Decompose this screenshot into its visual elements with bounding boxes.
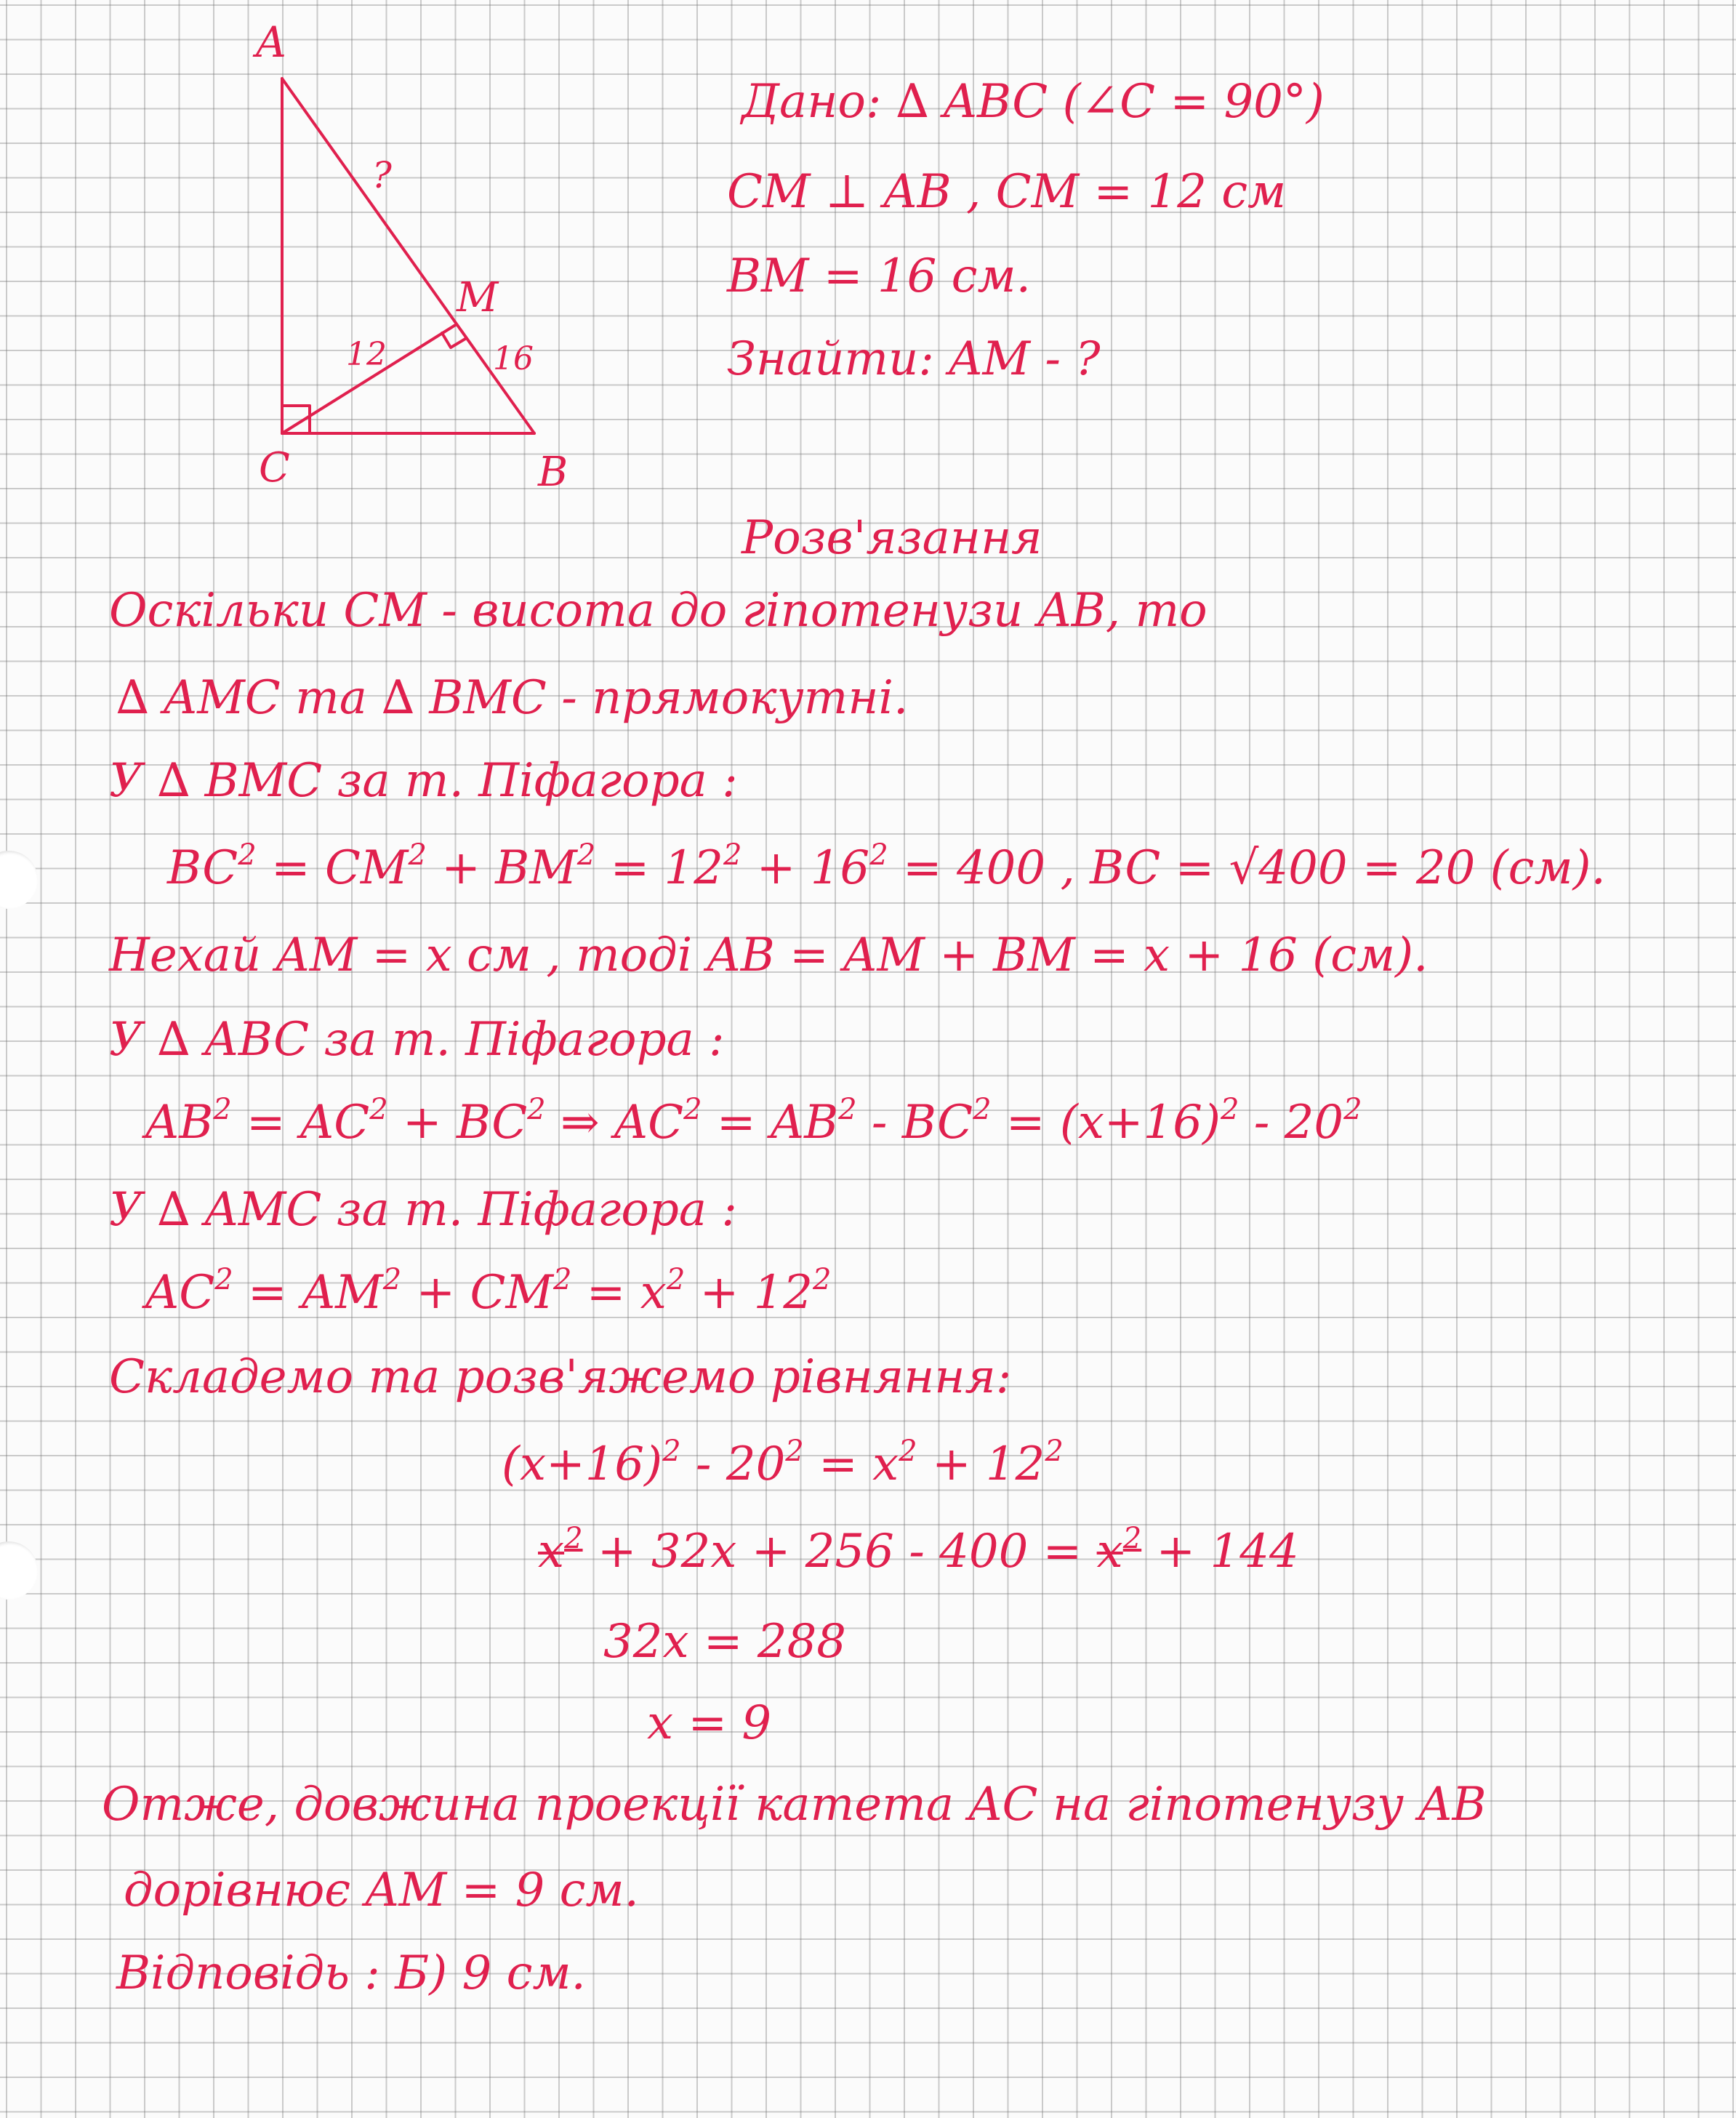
vertex-m-label: M bbox=[457, 274, 499, 321]
punch-hole-top bbox=[0, 851, 38, 909]
superscript: 2 bbox=[723, 838, 742, 872]
eq2-term: = (x+16) bbox=[991, 1096, 1221, 1150]
segment-bm-label: 16 bbox=[493, 340, 534, 377]
superscript: 2 bbox=[408, 838, 427, 872]
eq1-term: = 12 bbox=[595, 841, 723, 895]
eq4-term: = x bbox=[803, 1437, 899, 1491]
superscript: 2 bbox=[869, 838, 888, 872]
eq4-term: (x+16) bbox=[502, 1437, 663, 1491]
equation-ac-from-abc bbox=[145, 1093, 1362, 1150]
equation-bc bbox=[167, 838, 1606, 895]
solution-paragraph-4: Нехай AM = x см , тоді AB = AM + BM = x + 16 (см). bbox=[109, 928, 1428, 982]
superscript: 2 bbox=[238, 838, 257, 872]
eq3-term: + 12 bbox=[685, 1266, 813, 1320]
eq3-term: = x bbox=[571, 1266, 667, 1320]
solution-paragraph-3: У ∆ BMC за т. Піфагора : bbox=[109, 754, 738, 808]
eq4-term: + 12 bbox=[917, 1437, 1045, 1491]
superscript: 2 bbox=[1220, 1093, 1239, 1126]
superscript: 2 bbox=[1045, 1435, 1064, 1468]
eq3-term: AC bbox=[145, 1266, 215, 1320]
superscript: 2 bbox=[662, 1435, 681, 1468]
eq2-term: ⇒ AC bbox=[545, 1096, 684, 1150]
equation-main bbox=[502, 1435, 1064, 1491]
eq5-term: + 32x + 256 - 400 = bbox=[582, 1525, 1097, 1579]
solution-paragraph-5: У ∆ ABC за т. Піфагора : bbox=[109, 1013, 725, 1067]
given-line-3: BM = 16 см. bbox=[727, 249, 1031, 303]
given-line-1: Дано: ∆ ABC (∠C = 90°) bbox=[742, 75, 1325, 129]
equation-result: x = 9 bbox=[647, 1696, 772, 1750]
hypotenuse-ab bbox=[282, 79, 534, 433]
eq1-term: BC bbox=[167, 841, 238, 895]
eq5-term: + 144 bbox=[1141, 1525, 1299, 1579]
given-line-2: CM ⊥ AB , CM = 12 см bbox=[727, 165, 1287, 219]
right-angle-mark-m bbox=[442, 333, 465, 348]
answer-line: Відповідь : Б) 9 см. bbox=[116, 1946, 586, 2000]
conclusion-line-1: Отже, довжина проекції катета AC на гіпотенузу AB bbox=[102, 1778, 1487, 1832]
triangle-diagram bbox=[0, 0, 654, 524]
equation-expanded bbox=[538, 1522, 1299, 1579]
eq3-term: = AM bbox=[233, 1266, 383, 1320]
superscript: 2 bbox=[369, 1093, 388, 1126]
eq2-term: AB bbox=[145, 1096, 214, 1150]
superscript: 2 bbox=[683, 1093, 702, 1126]
superscript: 2 bbox=[666, 1263, 686, 1296]
eq2-term: - BC bbox=[856, 1096, 973, 1150]
vertex-c-label: C bbox=[259, 444, 290, 492]
segment-cm-label: 12 bbox=[346, 336, 387, 373]
segment-am-label: ? bbox=[372, 154, 392, 196]
cancelled-term bbox=[1096, 1522, 1142, 1579]
superscript: 2 bbox=[813, 1263, 832, 1296]
vertex-b-label: B bbox=[538, 449, 568, 496]
solution-title: Розв'язання bbox=[742, 511, 1042, 565]
superscript: 2 bbox=[382, 1263, 402, 1296]
superscript: 2 bbox=[973, 1093, 992, 1126]
superscript: 2 bbox=[552, 1263, 572, 1296]
superscript: 2 bbox=[899, 1435, 917, 1468]
punch-hole-bottom bbox=[0, 1541, 38, 1600]
superscript: 2 bbox=[785, 1435, 804, 1468]
superscript: 2 bbox=[838, 1093, 857, 1126]
eq4-term: - 20 bbox=[680, 1437, 786, 1491]
eq5-term: x bbox=[1096, 1525, 1123, 1579]
equation-simplified: 32x = 288 bbox=[603, 1615, 846, 1669]
eq1-term: = CM bbox=[256, 841, 409, 895]
conclusion-line-2: дорівнює AM = 9 см. bbox=[124, 1864, 639, 1917]
superscript: 2 bbox=[1122, 1522, 1142, 1555]
superscript: 2 bbox=[213, 1093, 232, 1126]
eq2-term: = AB bbox=[702, 1096, 839, 1150]
cancelled-term bbox=[538, 1522, 583, 1579]
superscript: 2 bbox=[564, 1522, 583, 1555]
eq1-term: = 400 , BC = √400 = 20 (см). bbox=[888, 841, 1606, 895]
eq1-term: + BM bbox=[426, 841, 577, 895]
superscript: 2 bbox=[214, 1263, 233, 1296]
solution-paragraph-2: ∆ AMC та ∆ BMC - прямокутні. bbox=[116, 671, 909, 725]
equation-ac-from-amc bbox=[145, 1263, 832, 1320]
solution-paragraph-7: Складемо та розв'яжемо рівняння: bbox=[109, 1350, 1012, 1404]
eq3-term: + CM bbox=[401, 1266, 553, 1320]
eq5-term: x bbox=[538, 1525, 565, 1579]
find-line: Знайти: AM - ? bbox=[727, 332, 1101, 386]
superscript: 2 bbox=[576, 838, 596, 872]
solution-paragraph-6: У ∆ AMC за т. Піфагора : bbox=[109, 1183, 737, 1237]
eq1-term: + 16 bbox=[742, 841, 870, 895]
eq2-term: - 20 bbox=[1239, 1096, 1344, 1150]
eq2-term: + BC bbox=[387, 1096, 528, 1150]
superscript: 2 bbox=[1343, 1093, 1362, 1126]
superscript: 2 bbox=[527, 1093, 546, 1126]
vertex-a-label: A bbox=[256, 17, 286, 67]
solution-paragraph-1: Оскільки CM - висота до гіпотенузи AB, то bbox=[109, 584, 1207, 638]
eq2-term: = AC bbox=[231, 1096, 370, 1150]
